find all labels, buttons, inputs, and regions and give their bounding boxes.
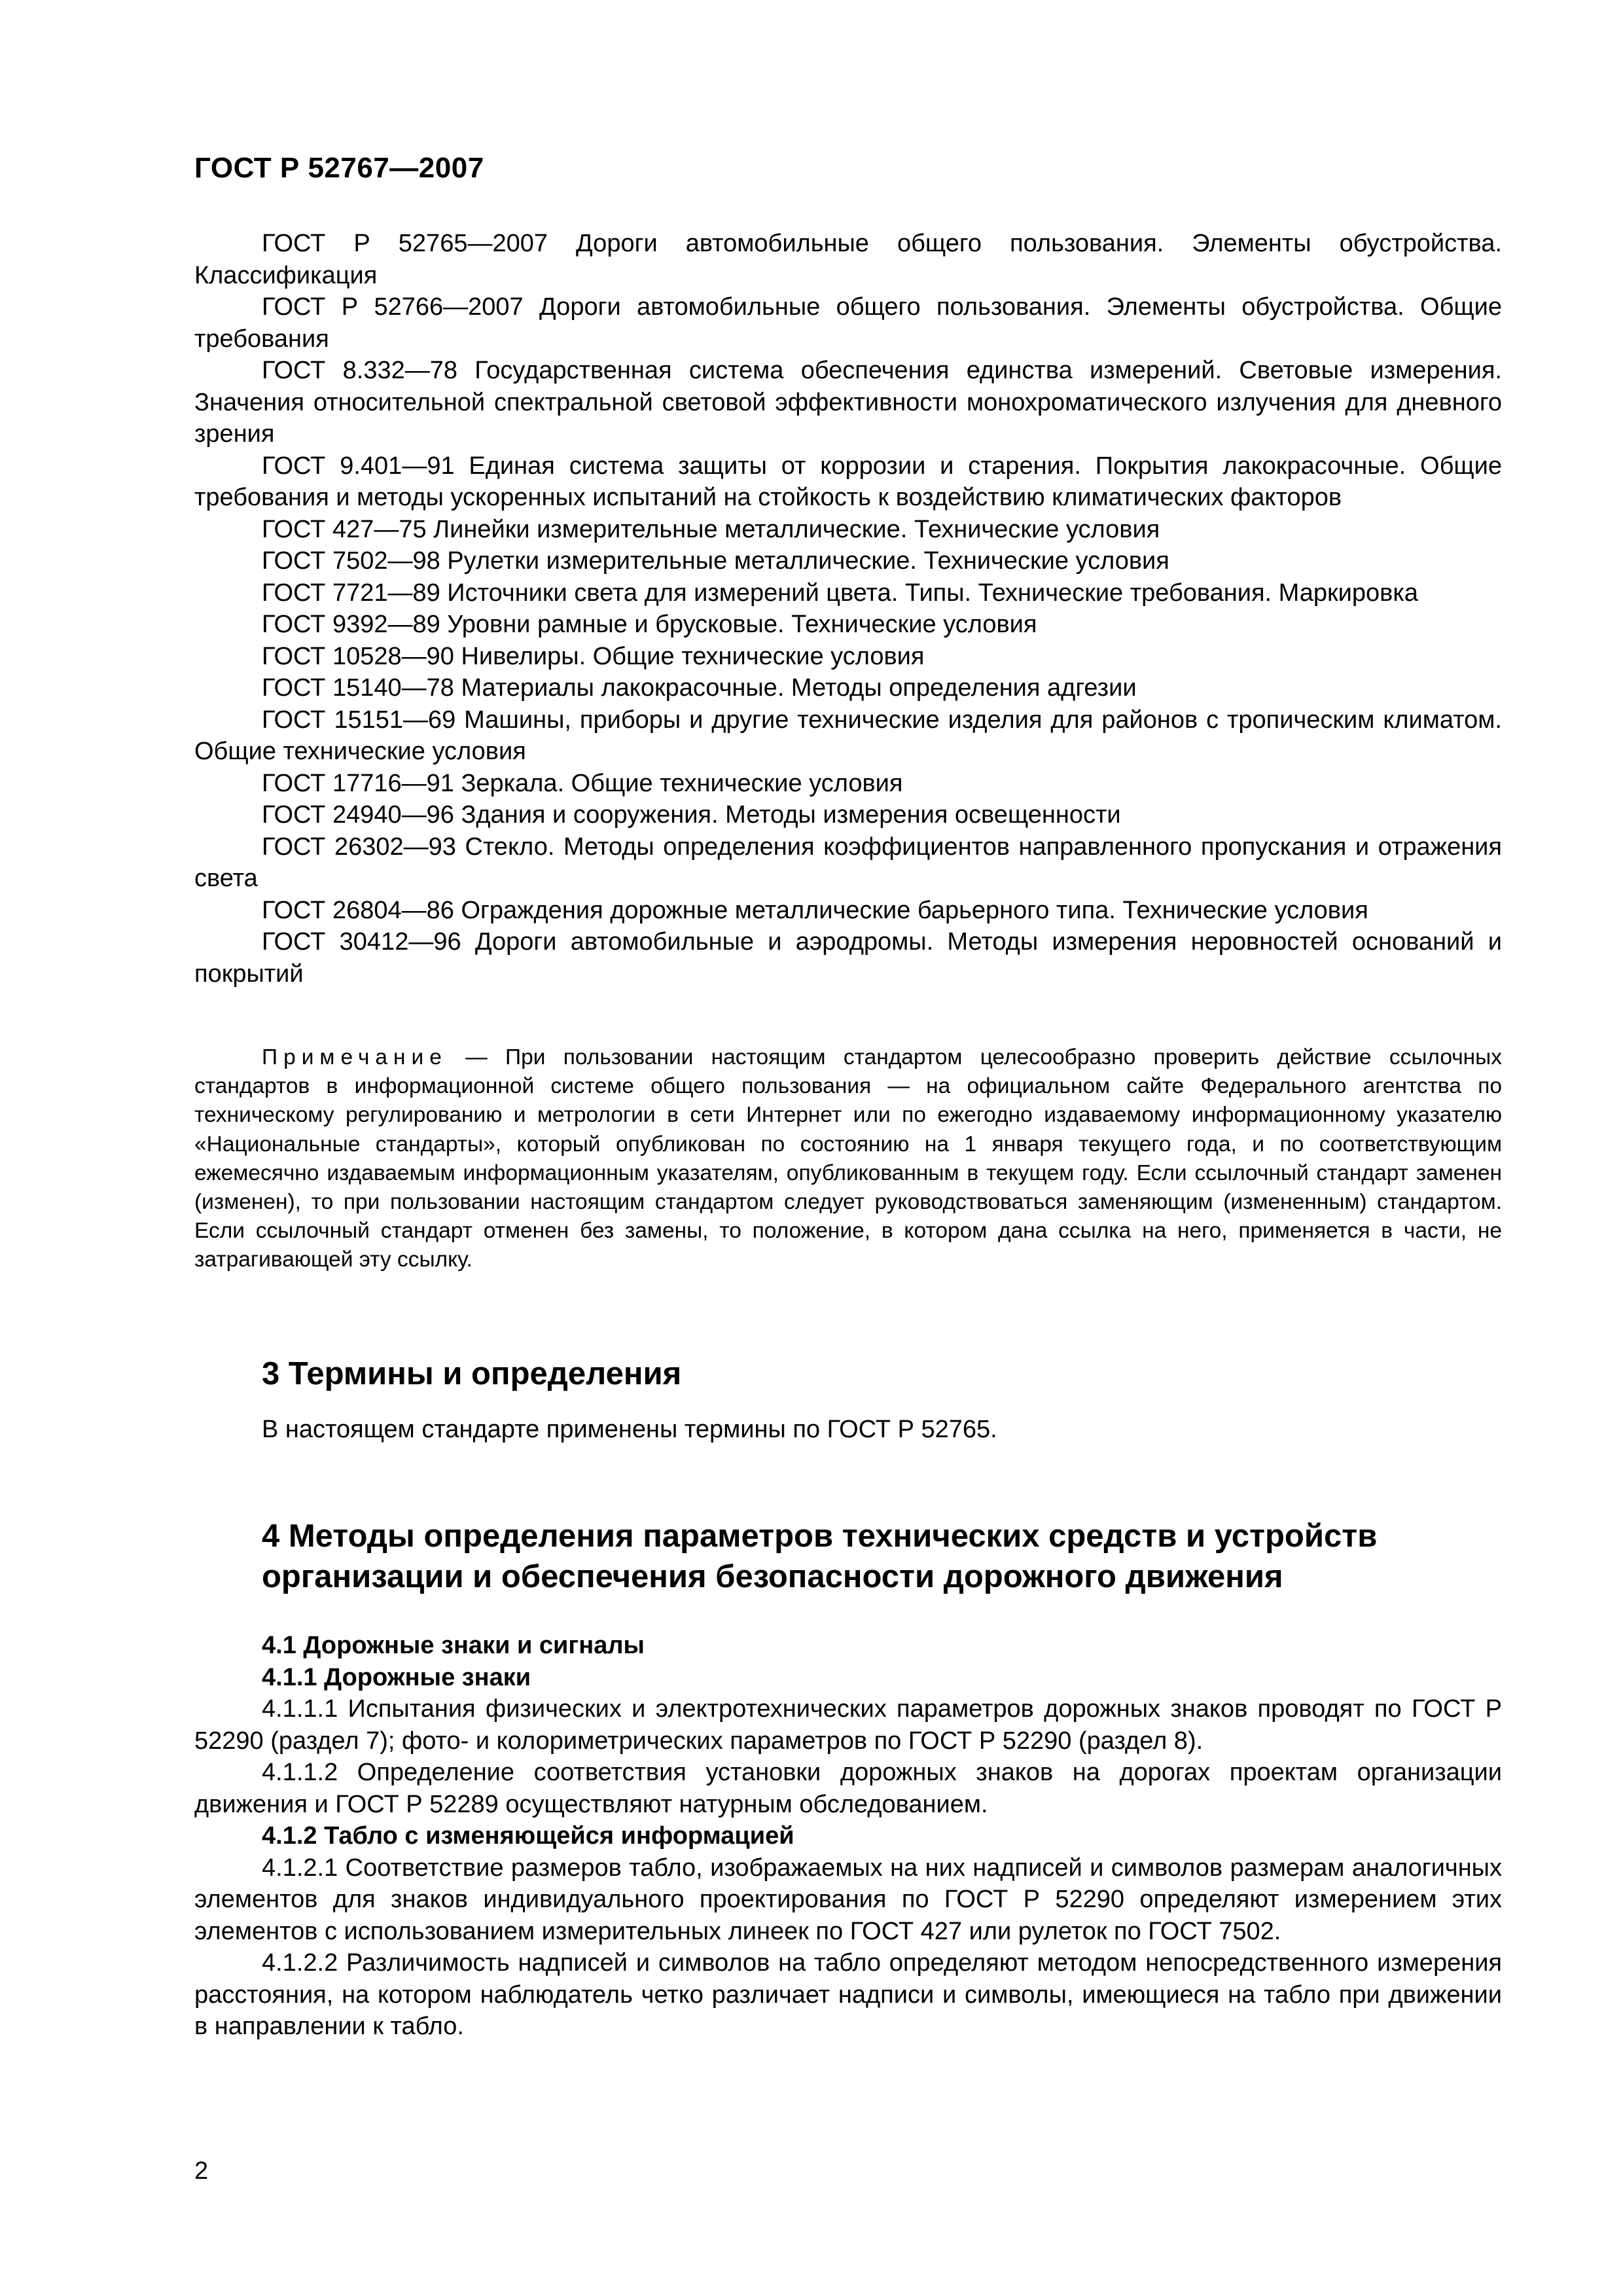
note-text: — При пользовании настоящим стандартом целесообразно проверить действие ссылочных стандартов в информационной системе общего пользования — на официальном сайте Федерального агентства по техническому регулированию и метрологии в сети Интернет или по ежегодно издаваемому информационному указателю «Национальные стандарты», который опубликован по состоянию на 1 января текущего года, и по соответствующим ежемесячно издаваемым информационным указателям, опубликованным в текущем году. Если ссылочный стандарт заменен (изменен), то при пользовании настоящим стандартом следует руководствоваться заменяющим (измененным) стандартом. Если ссылочный стандарт отменен без замены, то положение, в котором дана ссылка на него, применяется в части, не затрагивающей эту ссылку. bbox=[194, 1045, 1502, 1272]
reference-item: ГОСТ 10528—90 Нивелиры. Общие технические условия bbox=[262, 642, 925, 670]
reference-item: ГОСТ 7721—89 Источники света для измерений цвета. Типы. Технические требования. Маркировка bbox=[262, 579, 1418, 607]
reference-item: ГОСТ 17716—91 Зеркала. Общие технические условия bbox=[262, 769, 903, 797]
subsection-4-1-1-heading: 4.1.1 Дорожные знаки bbox=[262, 1663, 531, 1691]
reference-item: ГОСТ 8.332—78 Государственная система обеспечения единства измерений. Световые измерения. Значения относительной спектральной световой эффективности монохроматического излучения для дневного зрения bbox=[194, 357, 1502, 448]
reference-item: ГОСТ 30412—96 Дороги автомобильные и аэродромы. Методы измерения неровностей оснований и покрытий bbox=[194, 928, 1502, 988]
subsection-4-1-2-heading: 4.1.2 Табло с изменяющейся информацией bbox=[262, 1822, 794, 1850]
page-number: 2 bbox=[194, 2157, 209, 2185]
normative-references-list bbox=[194, 228, 1502, 990]
section-3-heading: 3 Термины и определения bbox=[262, 1356, 682, 1391]
subsection-4-1-heading: 4.1 Дорожные знаки и сигналы bbox=[262, 1632, 645, 1659]
reference-item: ГОСТ 9392—89 Уровни рамные и брусковые. Технические условия bbox=[262, 611, 1037, 638]
reference-item: ГОСТ 9.401—91 Единая система защиты от коррозии и старения. Покрытия лакокрасочные. Общие требования и методы ускоренных испытаний на стойкость к воздействию климатических факторов bbox=[194, 452, 1502, 511]
note-paragraph bbox=[194, 1043, 1502, 1275]
paragraph-4-1-2-2: 4.1.2.2 Различимость надписей и символов на табло определяют методом непосредственного измерения расстояния, на котором наблюдатель четко различает надписи и символы, имеющиеся на табло при движении в направлении к табло. bbox=[194, 1949, 1502, 2040]
reference-item: ГОСТ 15140—78 Материалы лакокрасочные. Методы определения адгезии bbox=[262, 674, 1137, 702]
reference-item: ГОСТ 26804—86 Ограждения дорожные металлические барьерного типа. Технические условия bbox=[262, 896, 1368, 924]
reference-item: ГОСТ Р 52766—2007 Дороги автомобильные общего пользования. Элементы обустройства. Общие требования bbox=[194, 293, 1502, 353]
reference-item: ГОСТ 15151—69 Машины, приборы и другие технические изделия для районов с тропическим климатом. Общие технические условия bbox=[194, 706, 1502, 765]
reference-item: ГОСТ 24940—96 Здания и сооружения. Методы измерения освещенности bbox=[262, 801, 1121, 829]
reference-item: ГОСТ 26302—93 Стекло. Методы определения коэффициентов направленного пропускания и отражения света bbox=[194, 833, 1502, 892]
section-4-body bbox=[194, 1630, 1502, 2043]
reference-item: ГОСТ 427—75 Линейки измерительные металлические. Технические условия bbox=[262, 515, 1160, 543]
running-header: ГОСТ Р 52767—2007 bbox=[194, 152, 484, 184]
reference-item: ГОСТ Р 52765—2007 Дороги автомобильные общего пользования. Элементы обустройства. Классификация bbox=[194, 230, 1502, 289]
section-4-heading: 4 Методы определения параметров технических средств и устройств организации и обеспечения безопасности дорожного движения bbox=[262, 1518, 1378, 1594]
reference-item: ГОСТ 7502—98 Рулетки измерительные металлические. Технические условия bbox=[262, 547, 1169, 575]
paragraph-4-1-1-2: 4.1.1.2 Определение соответствия установки дорожных знаков на дорогах проектам организации движения и ГОСТ Р 52289 осуществляют натурным обследованием. bbox=[194, 1759, 1502, 1818]
paragraph-4-1-2-1: 4.1.2.1 Соответствие размеров табло, изображаемых на них надписей и символов размерам аналогичных элементов для знаков индивидуального проектирования по ГОСТ Р 52290 определяют измерением этих элементов с использованием измерительных линеек по ГОСТ 427 или рулеток по ГОСТ 7502. bbox=[194, 1854, 1502, 1945]
section-3-body: В настоящем стандарте применены термины по ГОСТ Р 52765. bbox=[262, 1416, 997, 1443]
note-label: Примечание bbox=[262, 1045, 448, 1069]
paragraph-4-1-1-1: 4.1.1.1 Испытания физических и электротехнических параметров дорожных знаков проводят по ГОСТ Р 52290 (раздел 7); фото- и колориметрических параметров по ГОСТ Р 52290 (раздел 8). bbox=[194, 1695, 1502, 1755]
